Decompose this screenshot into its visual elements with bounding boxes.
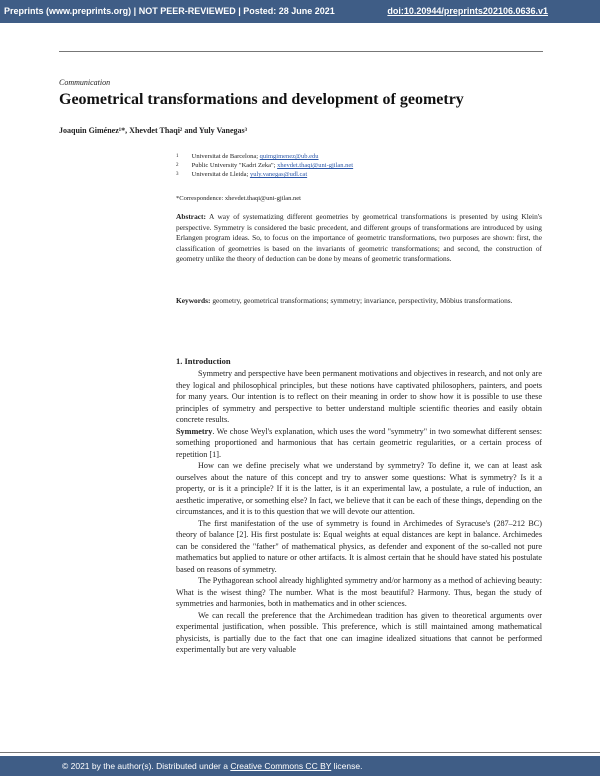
footer-divider [0,752,600,753]
license-text [62,761,362,771]
paragraph: The first manifestation of the use of symmetry is found in Archimedes of Syracuse's (287–212 BC) theory of balance [2]. His first postulate is: Equal weights at equal distances are kept in balance. Archimedes can be considered the "father" of mathematical physics, as defender and exponent of the so-called not pure mathematics but applied to nature or other artifacts. It is almost certain that he should have stated his postulate based on reasons of symmetry. [176,518,542,574]
affiliation-number: 3 [176,172,179,177]
abstract-text: A way of systematizing different geometries by geometrical transformations is presented by using Klein's perspective. Symmetry is considered the basic precedent, and different groups of transformations are introduced by using Erlangen program ideas. So, to focus on the importance of geometric transformations, two purposes are shown: first, the classification of geometries is based on the invariants of geometric transformations; and second, the construction of geometry unlike the theory of deduction can be done by means of geometric transformations. [176,212,542,263]
section-heading-introduction: 1. Introduction [176,356,231,366]
paragraph [176,426,542,461]
affiliation-1 [176,152,536,161]
affiliation-text: Universitat de Lleida; [191,171,249,178]
doi-link[interactable]: doi:10.20944/preprints202106.0636.v1 [387,6,548,16]
author-list: Joaquin Giménez¹*, Xhevdet Thaqi² and Yuly Vanegas³ [59,126,248,135]
license-suffix: license. [331,761,363,771]
correspondence: *Correspondence: xhevdet.thaqi@uni-gjilan.net [176,195,301,202]
paragraph: Symmetry and perspective have been permanent motivations and objectives in research, and not only are they logical and philosophical principles, but these notions have captivated philosophers, painters, and poets for many years. Our intention is to reflect on their meaning in order to show how it is possible to use these principles of symmetry and perspective to better understand multiple scientific theories and easily obtain concrete results. [176,369,542,424]
paragraph-text: . We chose Weyl's explanation, which uses the word "symmetry" in two somewhat different senses: something proportioned and harmonious that has certain geometric regularities, or a certain process of repetition [1]. [176,426,542,459]
article-type: Communication [59,78,111,87]
license-link[interactable]: Creative Commons CC BY [230,761,332,771]
affiliation-number: 1 [176,154,179,159]
affiliation-2 [176,161,536,170]
affiliation-3 [176,170,536,179]
symmetry-label: Symmetry [176,426,213,436]
license-footer [0,756,600,776]
affiliation-email[interactable]: yuly.vanegas@udl.cat [249,171,308,178]
paragraph: How can we define precisely what we understand by symmetry? To define it, we can at least ask ourselves about the nature of this concept and try to answer some questions: What is symmetry? Is it a property, or is it a principle? If it is the latter, is it an experimental law, a postulate, a rule of induction, an aesthetic imperative, or something else? In fact, we believe that it can be each of these things, depending on the circumstances, and it is to this question that we will devote our attention. [176,461,542,516]
paragraph: We can recall the preference that the Archimedean tradition has given to theoretical arguments over experimental justification, when possible. This preference, which is still maintained among mathematical physicists, is partially due to the fact that one can imagine idealized situations that cannot be performed experimentally but are very valuable [176,610,542,654]
paper-title: Geometrical transformations and development of geometry [59,91,464,108]
affiliation-email[interactable]: quimgimenez@ub.edu [259,153,319,160]
license-prefix: © 2021 by the author(s). Distributed under a [62,761,231,771]
affiliation-number: 2 [176,163,179,168]
affiliation-text: Public University "Kadri Zeka"; [191,162,276,169]
abstract [176,212,542,265]
header-divider [59,51,543,52]
introduction-body [176,368,542,656]
paragraph: The Pythagorean school already highlighted symmetry and/or harmony as a method of achieving beauty: What is the wisest thing? The number. What is the most beautiful? Harmony. Thus, began the study of symmetries and harmonies, both in mathematics and in other sciences. [176,576,542,608]
keywords-label: Keywords: [176,296,211,305]
abstract-label: Abstract: [176,212,206,221]
banner-status-text: Preprints (www.preprints.org) | NOT PEER-REVIEWED | Posted: 28 June 2021 [4,6,335,16]
affiliation-text: Universitat de Barcelona; [191,153,259,160]
preprint-banner [0,0,600,23]
keywords-text: geometry, geometrical transformations; symmetry; invariance, perspectivity, Möbius transformations. [212,296,513,305]
affiliation-email[interactable]: xhevdet.thaqi@uni-gjilan.net [277,162,354,169]
keywords [176,296,542,307]
